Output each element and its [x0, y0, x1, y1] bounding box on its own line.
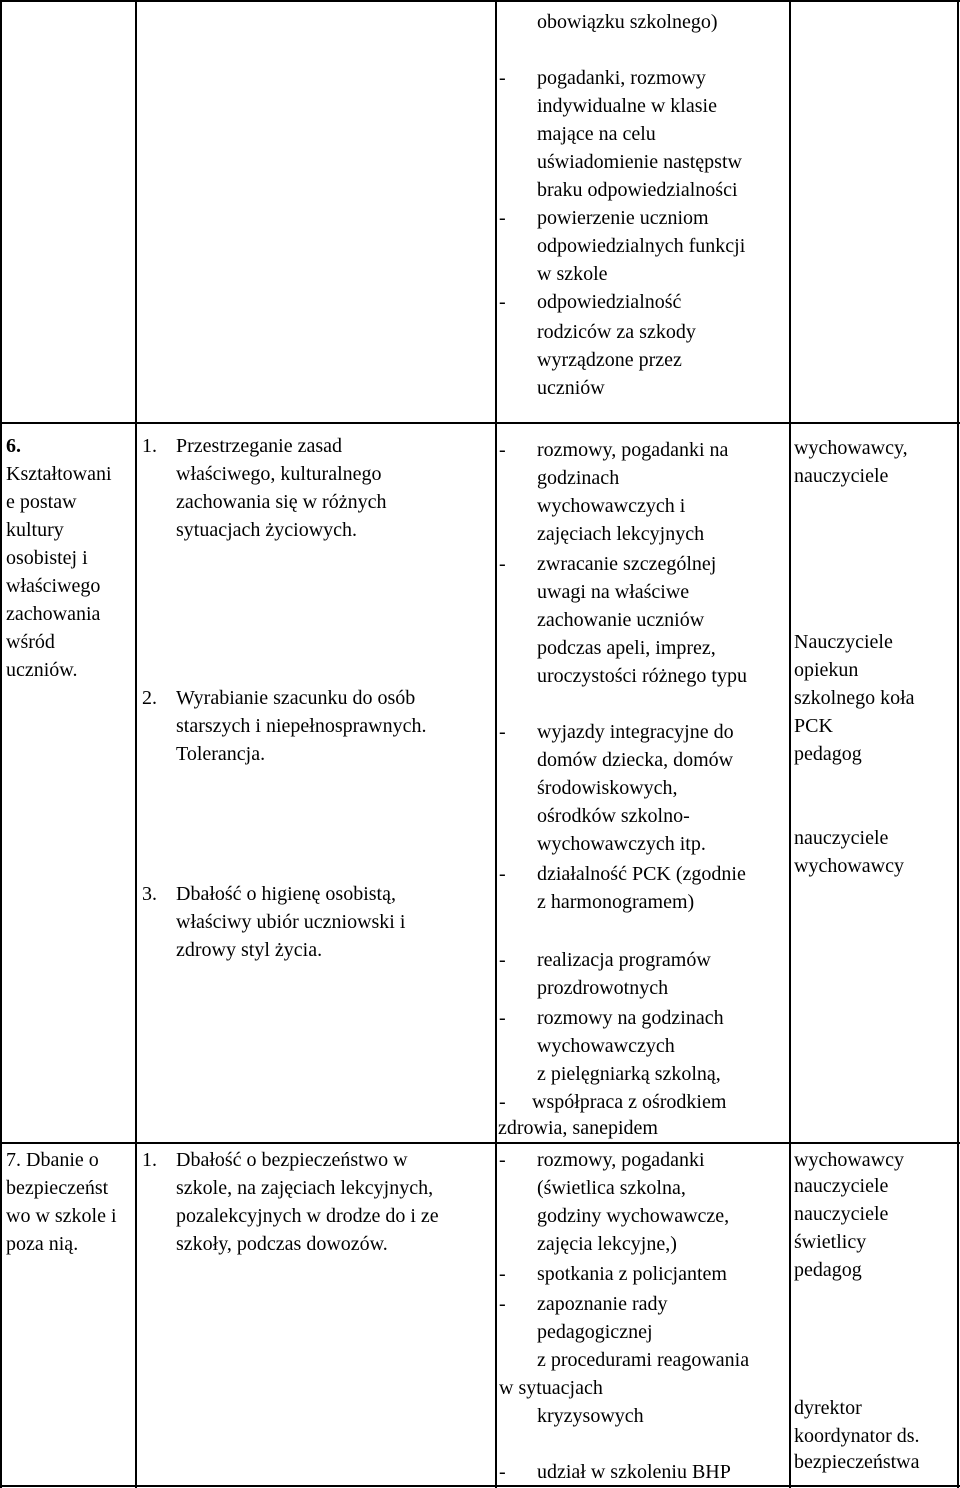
- activity-line: realizacja programów: [537, 949, 711, 971]
- goal-line: wo w szkole i: [6, 1205, 117, 1227]
- task-line: zdrowy styl życia.: [176, 939, 323, 961]
- activity-line: rozmowy na godzinach: [537, 1007, 724, 1029]
- activity-line: godziny wychowawcze,: [537, 1205, 730, 1227]
- activity-line: kryzysowych: [537, 1405, 644, 1427]
- responsible-line: nauczyciele: [794, 1175, 889, 1197]
- activity-line: zajęcia lekcyjne,): [537, 1233, 677, 1255]
- goal-line: wśród: [6, 631, 55, 653]
- activity-line: z harmonogramem): [537, 891, 695, 913]
- responsible-line: PCK: [794, 715, 833, 737]
- task-line: Dbałość o bezpieczeństwo w: [176, 1149, 408, 1171]
- activity-dash: -: [499, 1461, 506, 1483]
- responsible-line: wychowawcy: [794, 855, 904, 877]
- column-divider-1: [135, 0, 137, 1488]
- activity-dash: -: [499, 291, 506, 313]
- activity-line: podczas apeli, imprez,: [537, 637, 716, 659]
- activity-line: udział w szkoleniu BHP: [537, 1461, 731, 1483]
- activity-line: domów dziecka, domów: [537, 749, 734, 771]
- activity-line: wyjazdy integracyjne do: [537, 721, 734, 743]
- activity-line: z procedurami reagowania: [537, 1349, 750, 1371]
- activity-dash: -: [499, 1293, 506, 1315]
- activity-line: uroczystości różnego typu: [537, 665, 747, 687]
- activity-line: zwracanie szczególnej: [537, 553, 717, 575]
- activity-line: uczniów: [537, 377, 605, 399]
- table-border-top: [0, 0, 960, 2]
- task-line: Wyrabianie szacunku do osób: [176, 687, 416, 709]
- activity-line: prozdrowotnych: [537, 977, 669, 999]
- activity-dash: -: [499, 439, 506, 461]
- task-line: szkole, na zajęciach lekcyjnych,: [176, 1177, 434, 1199]
- activity-line: zachowanie uczniów: [537, 609, 705, 631]
- goal-number: 6.: [6, 435, 21, 457]
- responsible-line: dyrektor: [794, 1397, 862, 1419]
- activity-line: działalność PCK (zgodnie: [537, 863, 746, 885]
- activity-line: zapoznanie rady: [537, 1293, 668, 1315]
- activity-line: (świetlica szkolna,: [537, 1177, 686, 1199]
- activity-line: odpowiedzialność: [537, 291, 682, 313]
- goal-line: poza nią.: [6, 1233, 79, 1255]
- responsible-line: nauczyciele: [794, 465, 889, 487]
- activity-dash: -: [499, 207, 506, 229]
- activity-dash: -: [499, 949, 506, 971]
- responsible-line: wychowawcy,: [794, 437, 908, 459]
- task-line: Dbałość o higienę osobistą,: [176, 883, 396, 905]
- responsible-line: nauczyciele: [794, 1203, 889, 1225]
- task-line: pozalekcyjnych w drodze do i ze: [176, 1205, 439, 1227]
- activity-line: spotkania z policjantem: [537, 1263, 727, 1285]
- table-border-bottom: [0, 1485, 960, 1487]
- activity-line: środowiskowych,: [537, 777, 678, 799]
- activity-line: ośrodków szkolno-: [537, 805, 690, 827]
- activity-dash: -: [499, 1149, 506, 1171]
- task-line: właściwego, kulturalnego: [176, 463, 382, 485]
- activity-line: rozmowy, pogadanki na: [537, 439, 729, 461]
- activity-line: wychowawczych: [537, 1035, 675, 1057]
- responsible-line: koordynator ds.: [794, 1425, 920, 1447]
- activity-dash: -: [499, 1091, 506, 1113]
- task-line: zachowania się w różnych: [176, 491, 387, 513]
- task-number: 3.: [142, 883, 157, 905]
- goal-line: uczniów.: [6, 659, 78, 681]
- activity-dash: -: [499, 1263, 506, 1285]
- activity-line: wychowawczych i: [537, 495, 686, 517]
- task-number: 1.: [142, 435, 157, 457]
- task-line: starszych i niepełnosprawnych.: [176, 715, 427, 737]
- goal-line: osobistej i: [6, 547, 88, 569]
- goal-line: zachowania: [6, 603, 101, 625]
- goal-line: Kształtowani: [6, 463, 112, 485]
- column-divider-2: [495, 0, 497, 1488]
- row-divider-1: [0, 422, 960, 424]
- activity-line: rozmowy, pogadanki: [537, 1149, 705, 1171]
- activity-line: braku odpowiedzialności: [537, 179, 738, 201]
- responsible-line: bezpieczeństwa: [794, 1451, 920, 1473]
- responsible-line: pedagog: [794, 1259, 862, 1281]
- activity-line: uświadomienie następstw: [537, 151, 742, 173]
- goal-line: bezpieczeńst: [6, 1177, 109, 1199]
- task-number: 1.: [142, 1149, 157, 1171]
- activity-line: zdrowia, sanepidem: [498, 1117, 658, 1139]
- table-border-left: [0, 0, 2, 1488]
- activity-line: indywidualne w klasie: [537, 95, 717, 117]
- activity-dash: -: [499, 1007, 506, 1029]
- goal-line: e postaw: [6, 491, 77, 513]
- activity-line: zajęciach lekcyjnych: [537, 523, 705, 545]
- activity-line: rodziców za szkody: [537, 321, 696, 343]
- activity-line: z pielęgniarką szkolną,: [537, 1063, 721, 1085]
- activity-line: w sytuacjach: [499, 1377, 603, 1399]
- goal-line: 7. Dbanie o: [6, 1149, 99, 1171]
- activity-line: pogadanki, rozmowy: [537, 67, 706, 89]
- task-number: 2.: [142, 687, 157, 709]
- activity-line: powierzenie uczniom: [537, 207, 709, 229]
- row-divider-2: [0, 1142, 960, 1144]
- responsible-line: pedagog: [794, 743, 862, 765]
- goal-line: kultury: [6, 519, 64, 541]
- table-border-right: [957, 0, 959, 1488]
- task-line: Przestrzeganie zasad: [176, 435, 343, 457]
- activity-dash: -: [499, 863, 506, 885]
- activity-line: godzinach: [537, 467, 620, 489]
- activity-line: w szkole: [537, 263, 608, 285]
- activity-dash: -: [499, 721, 506, 743]
- activity-dash: -: [499, 67, 506, 89]
- activity-line: pedagogicznej: [537, 1321, 653, 1343]
- responsible-line: szkolnego koła: [794, 687, 915, 709]
- responsible-line: świetlicy: [794, 1231, 867, 1253]
- responsible-line: nauczyciele: [794, 827, 889, 849]
- responsible-line: Nauczyciele: [794, 631, 893, 653]
- activity-line: mające na celu: [537, 123, 656, 145]
- activity-line: odpowiedzialnych funkcji: [537, 235, 746, 257]
- task-line: właściwy ubiór uczniowski i: [176, 911, 406, 933]
- activity-line: wyrządzone przez: [537, 349, 682, 371]
- activity-line: obowiązku szkolnego): [537, 11, 718, 33]
- activity-line: wychowawczych itp.: [537, 833, 706, 855]
- column-divider-3: [789, 0, 791, 1488]
- task-line: sytuacjach życiowych.: [176, 519, 358, 541]
- task-line: szkoły, podczas dowozów.: [176, 1233, 388, 1255]
- task-line: Tolerancja.: [176, 743, 266, 765]
- responsible-line: opiekun: [794, 659, 859, 681]
- responsible-line: wychowawcy: [794, 1149, 904, 1171]
- activity-line: współpraca z ośrodkiem: [532, 1091, 727, 1113]
- activity-line: uwagi na właściwe: [537, 581, 690, 603]
- activity-dash: -: [499, 553, 506, 575]
- goal-line: właściwego: [6, 575, 101, 597]
